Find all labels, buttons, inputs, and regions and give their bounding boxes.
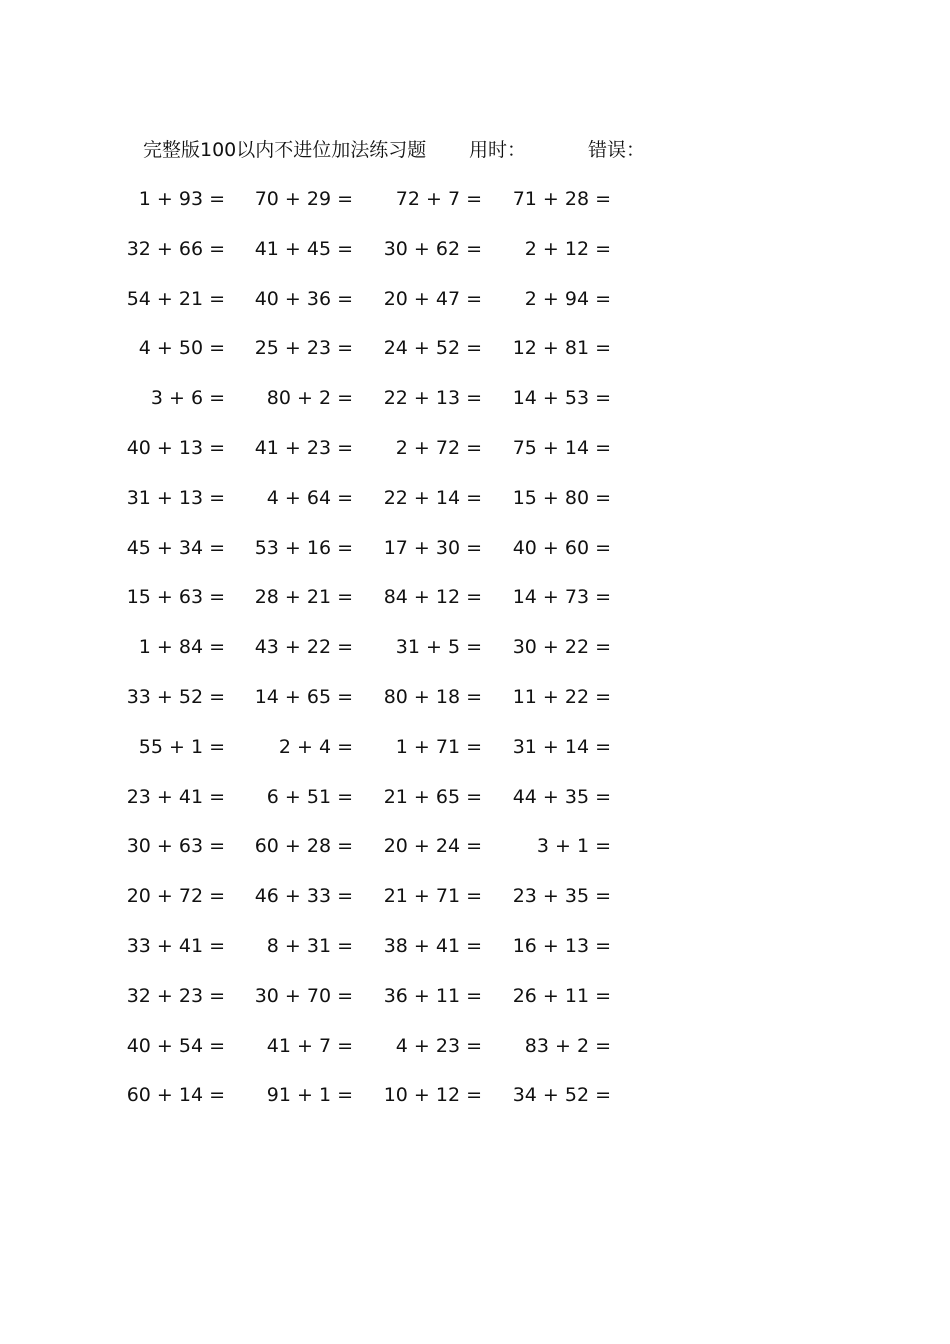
- problem-item: 41 + 45 =: [254, 237, 353, 260]
- problem-item: 4 + 23 =: [395, 1034, 482, 1057]
- problem-item: 26 + 11 =: [512, 984, 611, 1007]
- worksheet-title: 完整版100以内不进位加法练习题: [143, 139, 427, 161]
- problem-item: 14 + 65 =: [254, 685, 353, 708]
- problem-item: 14 + 73 =: [512, 586, 611, 609]
- problem-item: 40 + 36 =: [254, 287, 353, 310]
- problem-item: 40 + 13 =: [126, 436, 225, 459]
- problem-item: 6 + 51 =: [266, 785, 353, 808]
- problem-item: 46 + 33 =: [254, 885, 353, 908]
- problem-item: 15 + 80 =: [512, 486, 611, 509]
- problem-row: [0, 631, 950, 681]
- problem-item: 30 + 62 =: [383, 237, 482, 260]
- problem-item: 24 + 52 =: [383, 337, 482, 360]
- problem-item: 2 + 94 =: [524, 287, 611, 310]
- problem-item: 11 + 22 =: [512, 685, 611, 708]
- problem-item: 20 + 47 =: [383, 287, 482, 310]
- problem-item: 32 + 23 =: [126, 984, 225, 1007]
- problem-item: 41 + 7 =: [266, 1034, 353, 1057]
- problem-item: 1 + 71 =: [395, 735, 482, 758]
- problem-item: 25 + 23 =: [254, 337, 353, 360]
- problem-row: [0, 332, 950, 382]
- problem-row: [0, 581, 950, 631]
- problem-item: 16 + 13 =: [512, 934, 611, 957]
- problem-grid: [0, 183, 950, 1129]
- problem-item: 28 + 21 =: [254, 586, 353, 609]
- problem-row: [0, 1079, 950, 1129]
- problem-item: 41 + 23 =: [254, 436, 353, 459]
- problem-item: 83 + 2 =: [524, 1034, 611, 1057]
- problem-item: 22 + 13 =: [383, 387, 482, 410]
- problem-item: 75 + 14 =: [512, 436, 611, 459]
- problem-item: 17 + 30 =: [383, 536, 482, 559]
- problem-item: 60 + 14 =: [126, 1084, 225, 1107]
- problem-item: 2 + 4 =: [278, 735, 353, 758]
- problem-row: [0, 482, 950, 532]
- problem-item: 80 + 2 =: [266, 387, 353, 410]
- errors-label: 错误：: [588, 139, 646, 161]
- problem-row: [0, 681, 950, 731]
- problem-item: 55 + 1 =: [138, 735, 225, 758]
- problem-item: 38 + 41 =: [383, 934, 482, 957]
- problem-item: 23 + 41 =: [126, 785, 225, 808]
- problem-item: 30 + 70 =: [254, 984, 353, 1007]
- problem-row: [0, 930, 950, 980]
- problem-row: [0, 1030, 950, 1080]
- problem-item: 31 + 13 =: [126, 486, 225, 509]
- problem-item: 36 + 11 =: [383, 984, 482, 1007]
- problem-item: 2 + 72 =: [395, 436, 482, 459]
- problem-item: 22 + 14 =: [383, 486, 482, 509]
- problem-item: 30 + 63 =: [126, 835, 225, 858]
- problem-row: [0, 532, 950, 582]
- problem-row: [0, 183, 950, 233]
- problem-item: 32 + 66 =: [126, 237, 225, 260]
- problem-row: [0, 731, 950, 781]
- problem-item: 60 + 28 =: [254, 835, 353, 858]
- problem-item: 12 + 81 =: [512, 337, 611, 360]
- problem-item: 80 + 18 =: [383, 685, 482, 708]
- problem-item: 33 + 41 =: [126, 934, 225, 957]
- problem-item: 91 + 1 =: [266, 1084, 353, 1107]
- problem-item: 20 + 24 =: [383, 835, 482, 858]
- problem-item: 14 + 53 =: [512, 387, 611, 410]
- problem-item: 4 + 64 =: [266, 486, 353, 509]
- problem-item: 70 + 29 =: [254, 188, 353, 210]
- problem-item: 1 + 93 =: [138, 188, 225, 210]
- problem-item: 8 + 31 =: [266, 934, 353, 957]
- problem-item: 21 + 71 =: [383, 885, 482, 908]
- problem-item: 21 + 65 =: [383, 785, 482, 808]
- problem-item: 23 + 35 =: [512, 885, 611, 908]
- time-used-label: 用时：: [469, 139, 527, 161]
- problem-item: 30 + 22 =: [512, 636, 611, 659]
- problem-row: [0, 233, 950, 283]
- problem-item: 3 + 6 =: [150, 387, 225, 410]
- problem-row: [0, 781, 950, 831]
- problem-item: 33 + 52 =: [126, 685, 225, 708]
- problem-item: 3 + 1 =: [536, 835, 611, 858]
- problem-row: [0, 432, 950, 482]
- problem-item: 43 + 22 =: [254, 636, 353, 659]
- problem-item: 84 + 12 =: [383, 586, 482, 609]
- problem-row: [0, 283, 950, 333]
- problem-item: 34 + 52 =: [512, 1084, 611, 1107]
- problem-item: 44 + 35 =: [512, 785, 611, 808]
- problem-item: 53 + 16 =: [254, 536, 353, 559]
- problem-row: [0, 382, 950, 432]
- problem-item: 31 + 5 =: [395, 636, 482, 659]
- problem-item: 15 + 63 =: [126, 586, 225, 609]
- problem-row: [0, 830, 950, 880]
- problem-item: 4 + 50 =: [138, 337, 225, 360]
- problem-item: 72 + 7 =: [395, 188, 482, 210]
- problem-item: 31 + 14 =: [512, 735, 611, 758]
- problem-row: [0, 980, 950, 1030]
- problem-item: 2 + 12 =: [524, 237, 611, 260]
- problem-item: 1 + 84 =: [138, 636, 225, 659]
- problem-item: 71 + 28 =: [512, 188, 611, 210]
- problem-item: 20 + 72 =: [126, 885, 225, 908]
- problem-item: 45 + 34 =: [126, 536, 225, 559]
- problem-item: 40 + 54 =: [126, 1034, 225, 1057]
- problem-item: 40 + 60 =: [512, 536, 611, 559]
- problem-item: 54 + 21 =: [126, 287, 225, 310]
- problem-row: [0, 880, 950, 930]
- problem-item: 10 + 12 =: [383, 1084, 482, 1107]
